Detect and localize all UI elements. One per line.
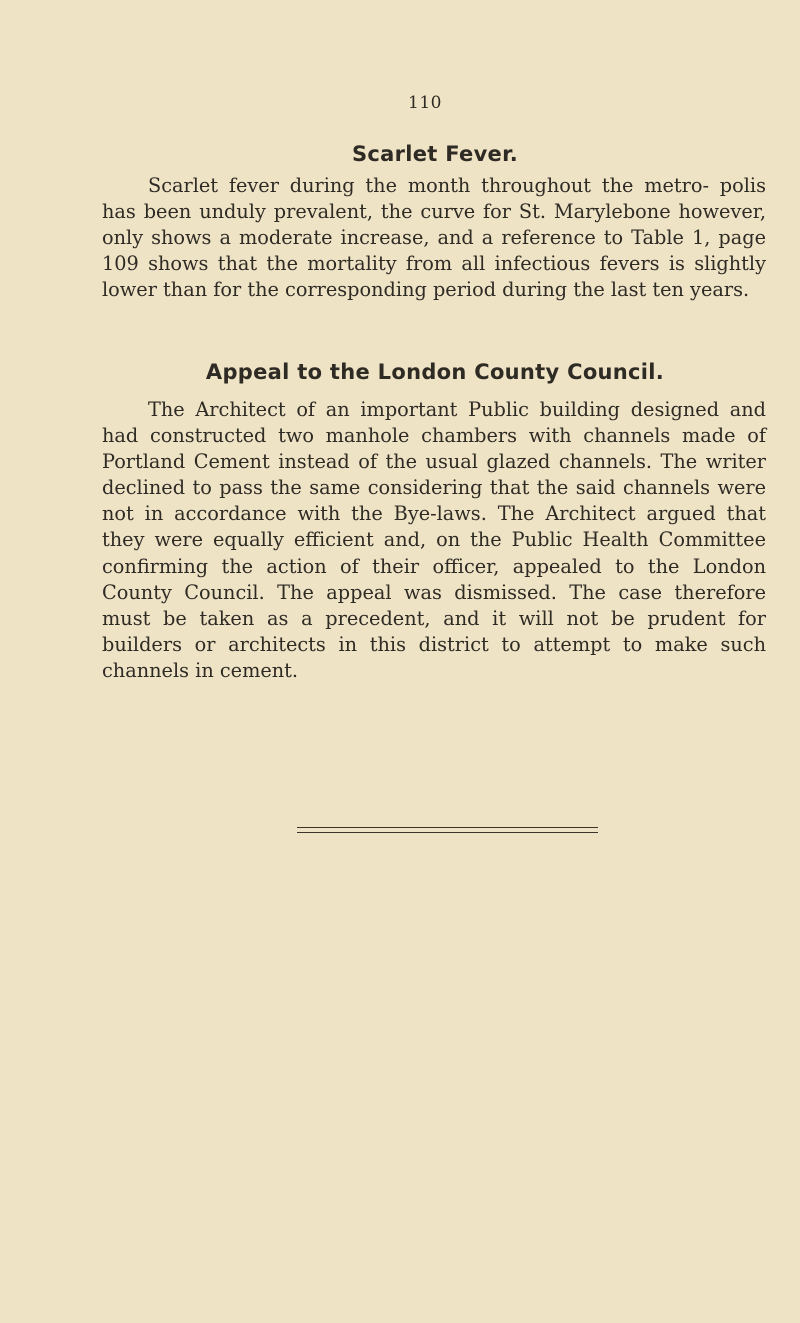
section-paragraph-appeal: The Architect of an important Public building designed and had constructed two manhole chambers with channels made of Portland Cement instead of the usual glazed channels. The writer declined to pass the same considering that the said channels were not in accordance with the Bye-laws. The Architect argued that they were equally efficient and, on the Public Health Committee confirming the action of their officer, appealed to the London County Council. The appeal was dismissed. The case therefore must be taken as a precedent, and it will not be prudent for builders or architects in this district to attempt to make such channels in cement. xyxy=(102,398,766,682)
section-heading-scarlet-fever: Scarlet Fever. xyxy=(351,142,519,166)
double-rule-top xyxy=(297,827,598,828)
section-paragraph-scarlet-fever: Scarlet fever during the month throughout the metro- polis has been unduly prevalent, the curve for St. Marylebone however, only shows a moderate increase, and a reference to Table 1, page 109 shows that the mortality from all infectious fevers is slightly lower than for the corresponding period during the last ten years. xyxy=(102,174,766,302)
section-heading-appeal: Appeal to the London County Council. xyxy=(205,360,665,384)
page-number: 110 xyxy=(408,93,442,113)
double-rule-bottom xyxy=(297,832,598,833)
